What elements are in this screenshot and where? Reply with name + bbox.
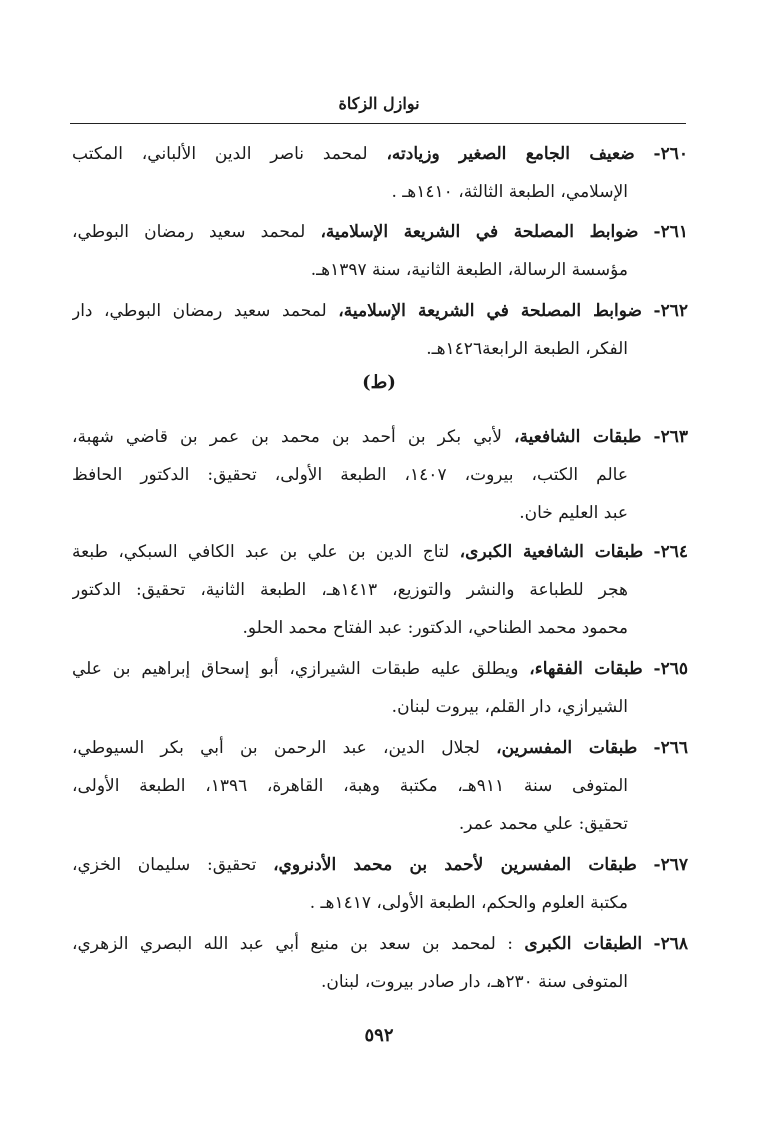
entry-title: طبقات الشافعية الكبرى، xyxy=(459,542,644,562)
entry-number: ٢٦٤- xyxy=(653,542,688,562)
bibliography-entry-263 xyxy=(72,418,688,532)
entry-line: الإسلامي، الطبعة الثالثة، ١٤١٠هـ . xyxy=(391,182,628,202)
entry-line xyxy=(72,418,688,456)
entry-line: مؤسسة الرسالة، الطبعة الثانية، سنة ١٣٩٧هـ. xyxy=(310,260,628,280)
entry-number: ٢٦١- xyxy=(653,222,688,242)
entry-line: عالم الكتب، بيروت، ١٤٠٧، الطبعة الأولى، تحقيق: الدكتور الحافظ xyxy=(72,465,628,485)
entry-line xyxy=(72,292,688,330)
entry-title: طبقات المفسرين لأحمد بن محمد الأدنروي، xyxy=(273,855,637,875)
bibliography-entry-261 xyxy=(72,213,688,289)
entry-text: لمحمد سعيد رمضان البوطي، xyxy=(72,222,321,242)
entry-text: لمحمد ناصر الدين الألباني، المكتب xyxy=(72,144,387,164)
running-title: نوازل الزكاة xyxy=(338,94,420,113)
entry-number: ٢٦٥- xyxy=(653,659,688,679)
entry-title: طبقات الشافعية، xyxy=(514,427,642,447)
bibliography-entry-266 xyxy=(72,729,688,843)
entry-title: ضوابط المصلحة في الشريعة الإسلامية، xyxy=(338,301,642,321)
entry-title: ضعيف الجامع الصغير وزيادته، xyxy=(386,144,635,164)
entry-line: المتوفى سنة ٢٣٠هـ، دار صادر بيروت، لبنان. xyxy=(320,972,628,992)
entry-title: ضوابط المصلحة في الشريعة الإسلامية، xyxy=(320,222,639,242)
bibliography-entry-264 xyxy=(72,533,688,647)
entry-text: تحقيق: سليمان الخزي، xyxy=(72,855,274,875)
entry-line: مكتبة العلوم والحكم، الطبعة الأولى، ١٤١٧هـ . xyxy=(309,893,628,913)
bibliography-entry-265 xyxy=(72,650,688,726)
entry-line: محمود محمد الطناحي، الدكتور: عبد الفتاح محمد الحلو. xyxy=(242,618,628,638)
entry-line xyxy=(72,846,688,884)
entry-text: : لمحمد بن سعد بن منيع أبي عبد الله البصري الزهري، xyxy=(72,934,525,954)
entry-line xyxy=(72,650,688,688)
header-rule xyxy=(70,123,686,124)
entry-text: لتاج الدين بن علي بن عبد الكافي السبكي، طبعة xyxy=(72,542,460,562)
entry-line: الفكر، الطبعة الرابعة١٤٢٦هـ. xyxy=(426,339,628,359)
bibliography-entry-267 xyxy=(72,846,688,922)
entry-number: ٢٦٢- xyxy=(653,301,688,321)
entry-number: ٢٦٣- xyxy=(653,427,688,447)
entry-text: لأبي بكر بن أحمد بن محمد بن عمر بن قاضي شهبة، xyxy=(72,427,515,447)
entry-title: الطبقات الكبرى xyxy=(524,934,643,954)
entry-text: لمحمد سعيد رمضان البوطي، دار xyxy=(72,301,339,321)
page-number: ٥٩٢ xyxy=(364,1025,394,1046)
entry-title: طبقات الفقهاء، xyxy=(529,659,643,679)
section-heading: (ط) xyxy=(362,372,396,393)
entry-line xyxy=(72,925,688,963)
entry-line xyxy=(72,533,688,571)
bibliography-entry-260 xyxy=(72,135,688,211)
entry-line xyxy=(72,213,688,251)
entry-line: تحقيق: علي محمد عمر. xyxy=(458,814,628,834)
entry-line: المتوفى سنة ٩١١هـ، مكتبة وهبة، القاهرة، ١٣٩٦، الطبعة الأولى، xyxy=(72,776,628,796)
entry-line: هجر للطباعة والنشر والتوزيع، ١٤١٣هـ، الطبعة الثانية، تحقيق: الدكتور xyxy=(72,580,628,600)
entry-title: طبقات المفسرين، xyxy=(496,738,638,758)
entry-line xyxy=(72,135,688,173)
entry-number: ٢٦٧- xyxy=(653,855,688,875)
entry-line xyxy=(72,729,688,767)
bibliography-entry-262 xyxy=(72,292,688,368)
entry-text: ويطلق عليه طبقات الشيرازي، أبو إسحاق إبراهيم بن علي xyxy=(72,659,530,679)
entry-line: الشيرازي، دار القلم، بيروت لبنان. xyxy=(391,697,628,717)
entry-text: لجلال الدين، عبد الرحمن بن أبي بكر السيوطي، xyxy=(72,738,497,758)
bibliography-entry-268 xyxy=(72,925,688,1001)
entry-line: عبد العليم خان. xyxy=(519,503,628,523)
entry-number: ٢٦٨- xyxy=(653,934,688,954)
entry-number: ٢٦٠- xyxy=(653,144,688,164)
entry-number: ٢٦٦- xyxy=(653,738,688,758)
